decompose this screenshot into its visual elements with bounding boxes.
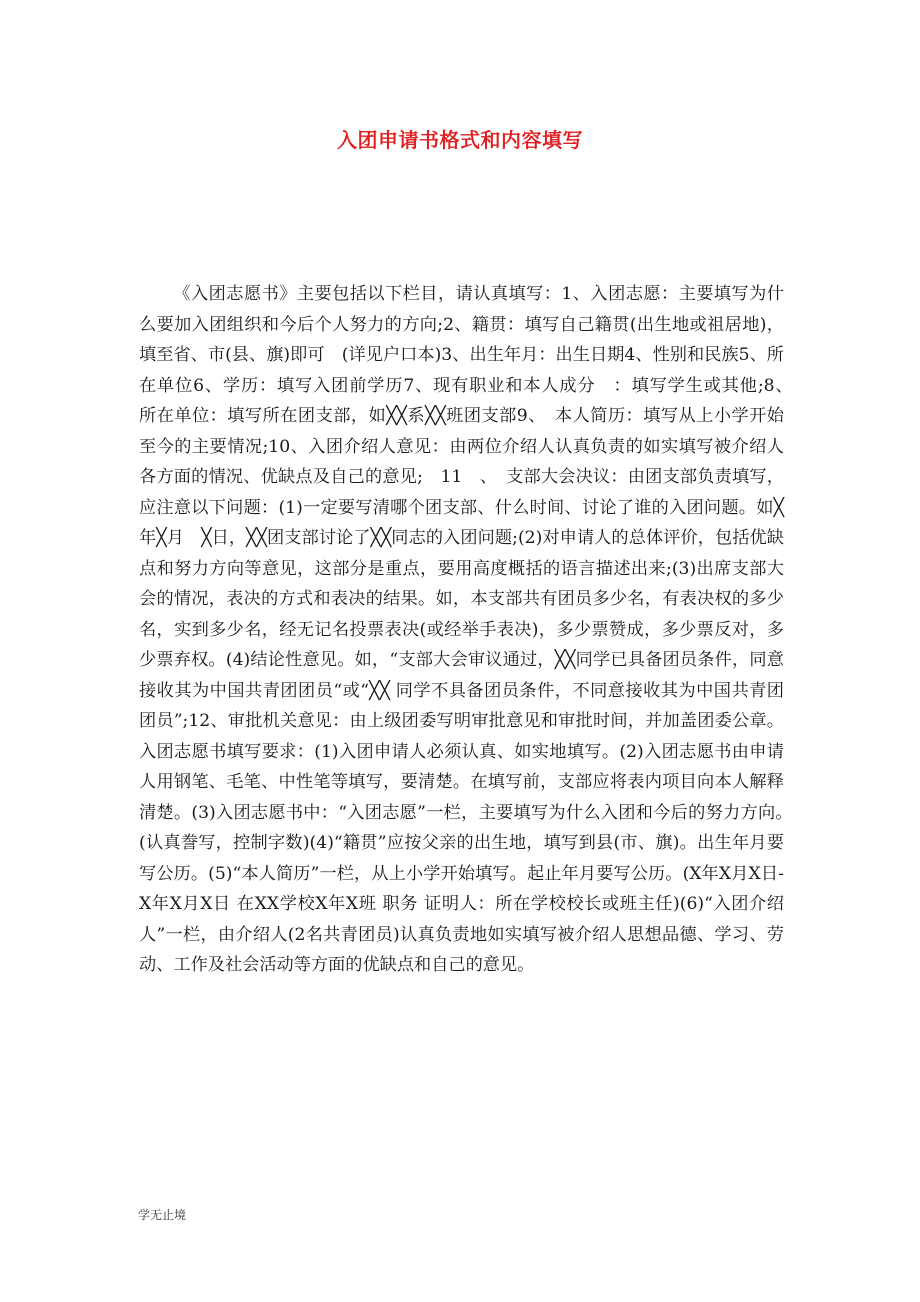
document-title: 入团申请书格式和内容填写 [337,128,583,152]
page-footer: 学无止境 [138,1208,187,1222]
document-body: 《入团志愿书》主要包括以下栏目，请认真填写：1、入团志愿：主要填写为什么要加入团组织和今后个人努力的方向;2、籍贯：填写自己籍贯(出生地或祖居地)，填至省、市(县、旗)即可 (详见户口本)3、出生年月：出生日期4、性别和民族5、所在单位6、学历：填写入团前学历7、现有职业和本人成分 ：填写学生或其他;8、 所在单位：填写所在团支部，如╳╳系╳╳班团支部9、 本人简历：填写从上小学开始至今的主要情况;10、入团介绍人意见：由两位介绍人认真负责的如实填写被介绍人各方面的情况、优缺点及自己的意见; 11 、 支部大会决议：由团支部负责填写，应注意以下问题：(1)一定要写清哪个团支部、什么时间、讨论了谁的入团问题。如╳ 年╳月 ╳日，╳╳团支部讨论了╳╳同志的入团问题;(2)对申请人的总体评价，包括优缺点和努力方向等意见，这部分是重点，要用高度概括的语言描述出来;(3)出席支部大会的情况，表决的方式和表决的结果。如，本支部共有团员多少名，有表决权的多少名，实到多少名，经无记名投票表决(或经举手表决)，多少票赞成，多少票反对，多少票弃权。(4)结论性意见。如，“支部大会审议通过，╳╳同学已具备团员条件，同意接收其为中国共青团团员“或“╳╳ 同学不具备团员条件，不同意接收其为中国共青团团员”;12、审批机关意见：由上级团委写明审批意见和审批时间，并加盖团委公章。入团志愿书填写要求：(1)入团申请人必须认真、如实地填写。(2)入团志愿书由申请人用钢笔、毛笔、中性笔等填写，要清楚。在填写前，支部应将表内项目向本人解释清楚。(3)入团志愿书中：“入团志愿”一栏，主要填写为什么入团和今后的努力方向。 (认真誊写，控制字数)(4)“籍贯”应按父亲的出生地，填写到县(市、旗)。出生年月要写公历。(5)“本人简历”一栏，从上小学开始填写。起止年月要写公历。(X年X月X日-X年X月X日 在XX学校X年X班 职务 证明人：所在学校校长或班主任)(6)“入团介绍人”一栏，由介绍人(2名共青团员)认真负责地如实填写被介绍人思想品德、学习、劳动、工作及社会活动等方面的优缺点和自己的意见。 [139,284,802,975]
